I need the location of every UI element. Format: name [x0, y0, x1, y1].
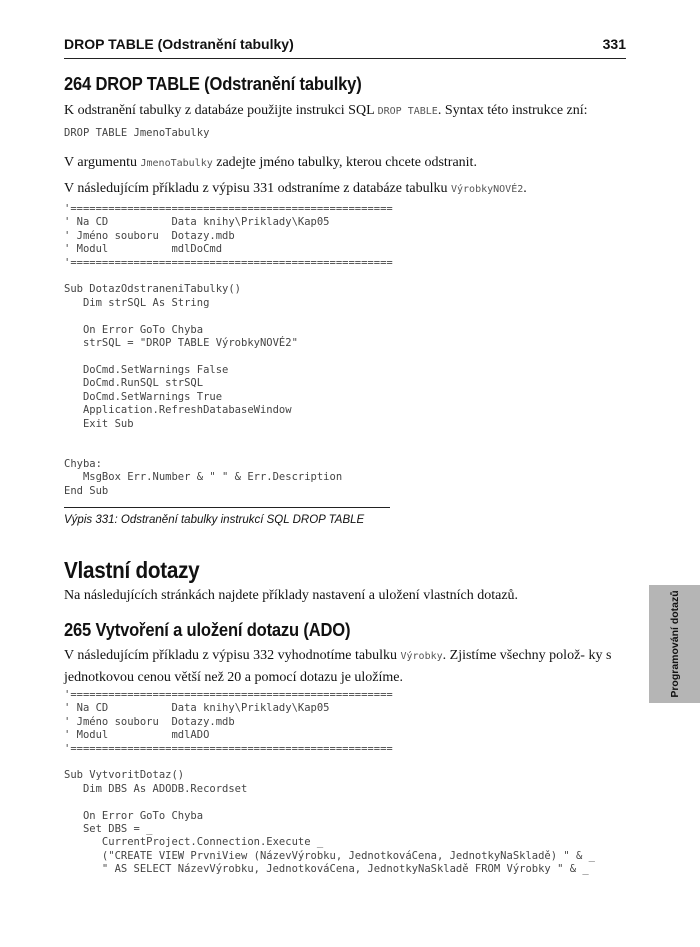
section-265-heading: 265 Vytvoření a uložení dotazu (ADO): [64, 620, 351, 640]
listing-rule: [64, 507, 390, 508]
chapter-side-tab: [649, 585, 700, 703]
inline-code: JmenoTabulky: [140, 158, 213, 169]
section-264-heading: 264 DROP TABLE (Odstranění tabulky): [64, 74, 362, 94]
code-listing-331: '=================================================== ' Na CD Data knihy\Priklady\Kap05 ' Jméno souboru Dotazy.mdb ' Modul mdlDoCmd '=================================================== Sub DotazOdstraneniTabulky() Dim strSQL As String On Error GoTo Chyba strSQL = "DROP TABLE VýrobkyNOVÉ2" DoCmd.SetWarnings False DoCmd.RunSQL strSQL DoCmd.SetWarnings True Application.RefreshDatabaseWindow Exit Sub Chyba: MsgBox Err.Number & " " & Err.Description End Sub: [64, 203, 393, 497]
listing-caption-331: Výpis 331: Odstranění tabulky instrukcí SQL DROP TABLE: [64, 514, 365, 526]
running-title: DROP TABLE (Odstranění tabulky): [64, 36, 294, 52]
syntax-line: DROP TABLE JmenoTabulky: [64, 127, 210, 139]
inline-code: Výrobky: [400, 651, 443, 662]
page-number: 331: [602, 36, 626, 52]
chapter-heading: Vlastní dotazy: [64, 557, 200, 583]
section-264-paragraph-3: V následujícím příkladu z výpisu 331 odstraníme z databáze tabulku VýrobkyNOVÉ2.: [64, 181, 527, 196]
code-listing-332: '=================================================== ' Na CD Data knihy\Priklady\Kap05 ' Jméno souboru Dotazy.mdb ' Modul mdlADO '=================================================== Sub VytvoritDotaz() Dim DBS As ADODB.Recordset On Error GoTo Chyba Set DBS = _ CurrentProject.Connection.Execute _ ("CREATE VIEW PrvniView (NázevVýrobku, JednotkováCena, JednotkyNaSkladě) " & _ " AS SELECT NázevVýrobku, JednotkováCena, JednotkyNaSkladě FROM Výrobky " & _: [64, 689, 596, 876]
side-tab-label: Programování dotazů: [668, 590, 681, 698]
section-265-paragraph-1: V následujícím příkladu z výpisu 332 vyhodnotíme tabulku Výrobky. Zjistíme všechny polož- ky s jednotkovou cenou větší než 20 a pomocí dotazu je uložíme.: [64, 648, 612, 685]
section-264-paragraph-2: V argumentu JmenoTabulky zadejte jméno tabulky, kterou chcete odstranit.: [64, 155, 477, 170]
section-264-paragraph-1: K odstranění tabulky z databáze použijte instrukci SQL DROP TABLE. Syntax této instrukce zní:: [64, 103, 588, 118]
chapter-intro: Na následujících stránkách najdete příklady nastavení a uložení vlastních dotazů.: [64, 588, 519, 603]
inline-code: VýrobkyNOVÉ2: [450, 184, 524, 195]
page-header: [64, 30, 626, 59]
inline-code: DROP TABLE: [377, 106, 438, 117]
